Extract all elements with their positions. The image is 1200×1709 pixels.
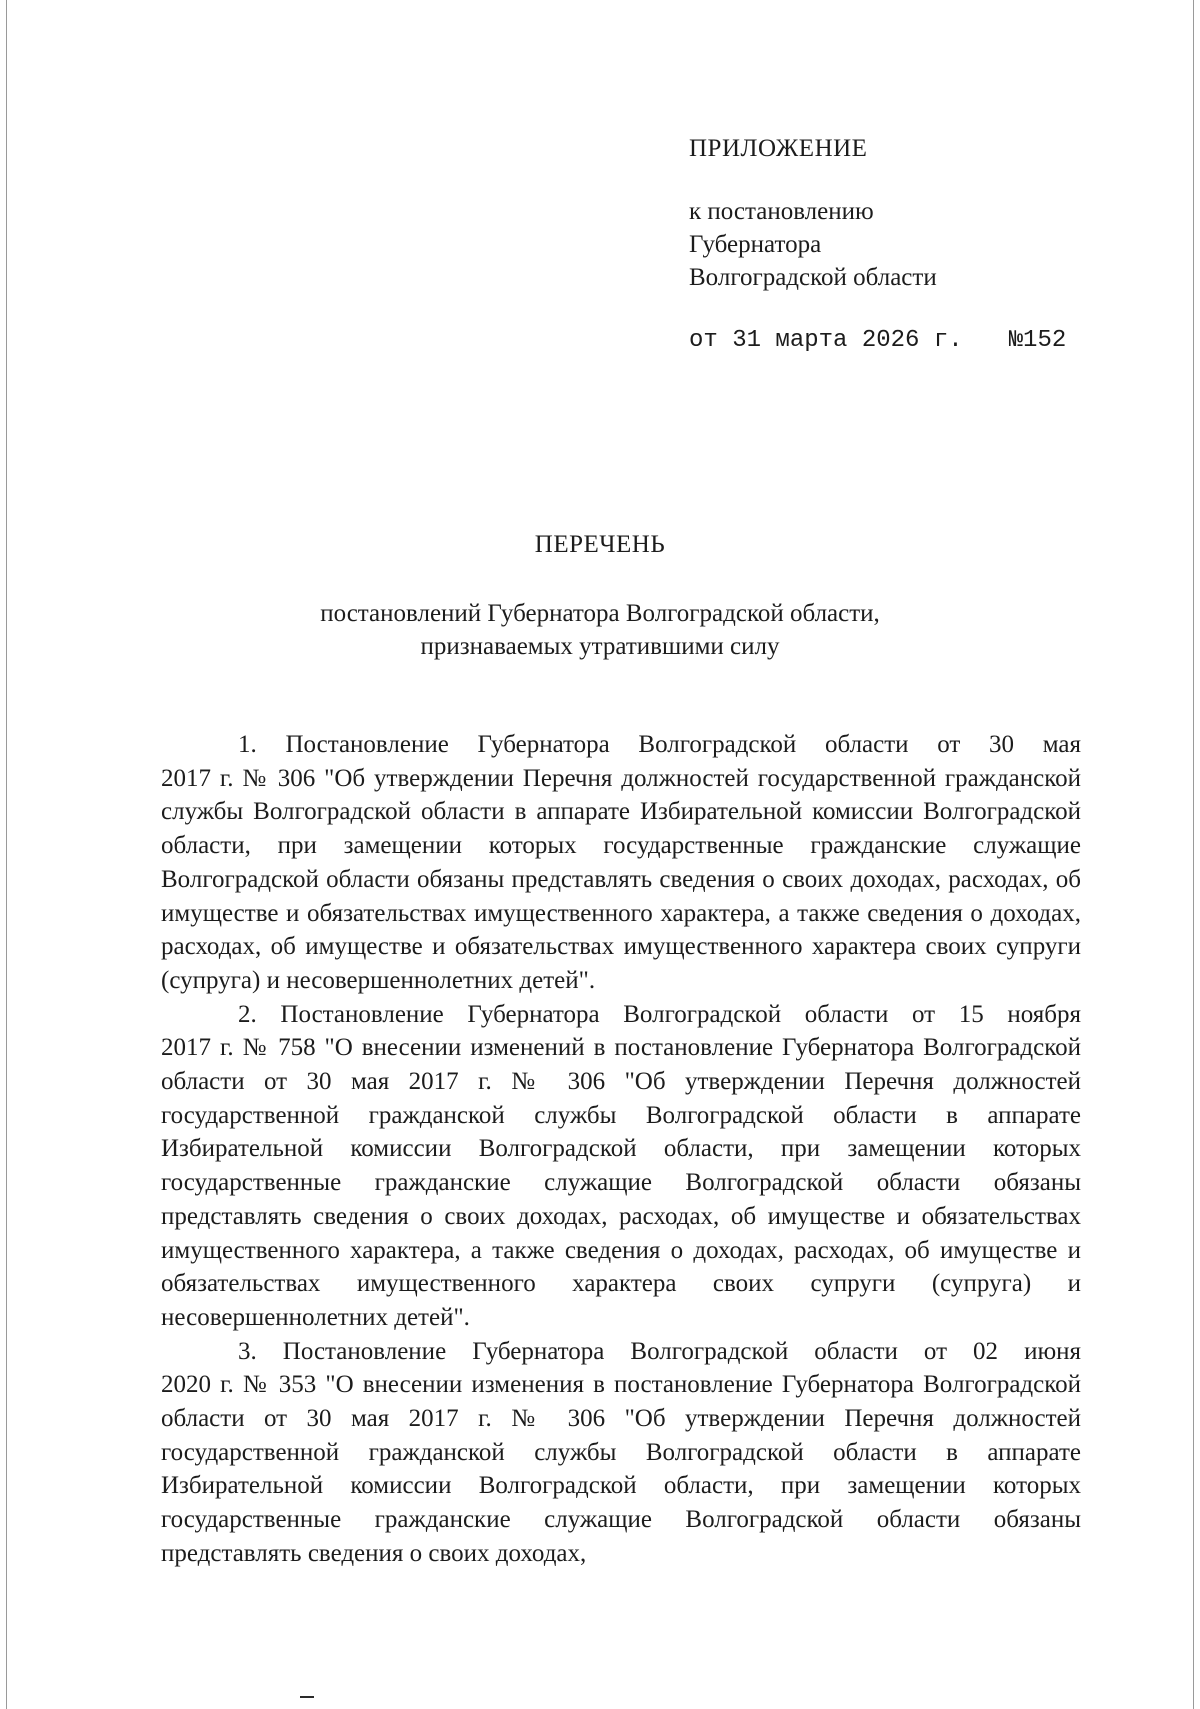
appendix-date: от 31 марта 2026 г. <box>689 327 963 354</box>
subtitle-line: признаваемых утратившими силу <box>420 633 780 660</box>
appendix-number: №152 <box>1008 327 1067 354</box>
appendix-line: к постановлению <box>689 198 874 225</box>
appendix-title: ПРИЛОЖЕНИЕ <box>689 135 868 162</box>
subtitle-line: постановлений Губернатора Волгоградской области, <box>320 600 880 627</box>
list-item-body: 2020 г. № 353 "О внесении изменения в постановление Губернатора Волгоградской области от 30 мая 2017 г. № 306 "Об утверждении Перечня должностей государственной гражданской службы Волгоградской области в аппарате Избирательной комиссии Волгоградской области, при замещении которых государственные гражданские служащие Волгоградской области обязаны представлять сведения о своих доходах, <box>161 1371 1081 1567</box>
list-item-head: 1. Постановление Губернатора Волгоградской области от 30 мая <box>238 731 1081 758</box>
scan-edge-left <box>6 0 7 1709</box>
list-item <box>161 728 1081 998</box>
list-item-head: 2. Постановление Губернатора Волгоградской области от 15 ноября <box>238 1000 1081 1028</box>
list-item-head: 3. Постановление Губернатора Волгоградской области от 02 июня <box>238 1337 1081 1365</box>
list-item-body: 2017 г. № 306 "Об утверждении Перечня должностей государственной гражданской службы Волгоградской области в аппарате Избирательной комиссии Волгоградской области, при замещении которых государственные гражданские служащие Волгоградской области обязаны представлять сведения о своих доходах, расходах, об имуществе и обязательствах имущественного характера, а также сведения о доходах, расходах, об имуществе и обязательствах имущественного характера своих супруги (супруга) и несовершеннолетних детей". <box>161 764 1081 994</box>
appendix-date-line <box>689 324 1066 357</box>
list-item <box>161 1335 1081 1571</box>
appendix-line: Губернатора <box>689 231 822 258</box>
appendix-block <box>689 132 1066 357</box>
document-subtitle <box>0 597 1200 663</box>
resolutions-list <box>161 728 1081 1571</box>
list-item <box>161 998 1081 1335</box>
list-item-body: 2017 г. № 758 "О внесении изменений в постановление Губернатора Волгоградской области от 30 мая 2017 г. № 306 "Об утверждении Перечня должностей государственной гражданской службы Волгоградской области в аппарате Избирательной комиссии Волгоградской области, при замещении которых государственные гражданские служащие Волгоградской области обязаны представлять сведения о своих доходах, расходах, об имуществе и обязательствах имущественного характера, а также сведения о доходах, расходах, об имуществе и обязательствах имущественного характера своих супруги (супруга) и несовершеннолетних детей". <box>161 1034 1081 1331</box>
appendix-line: Волгоградской области <box>689 264 937 291</box>
document-title: ПЕРЕЧЕНЬ <box>534 531 666 558</box>
footer-mark <box>300 1696 314 1698</box>
scan-edge-right <box>1193 0 1194 1709</box>
